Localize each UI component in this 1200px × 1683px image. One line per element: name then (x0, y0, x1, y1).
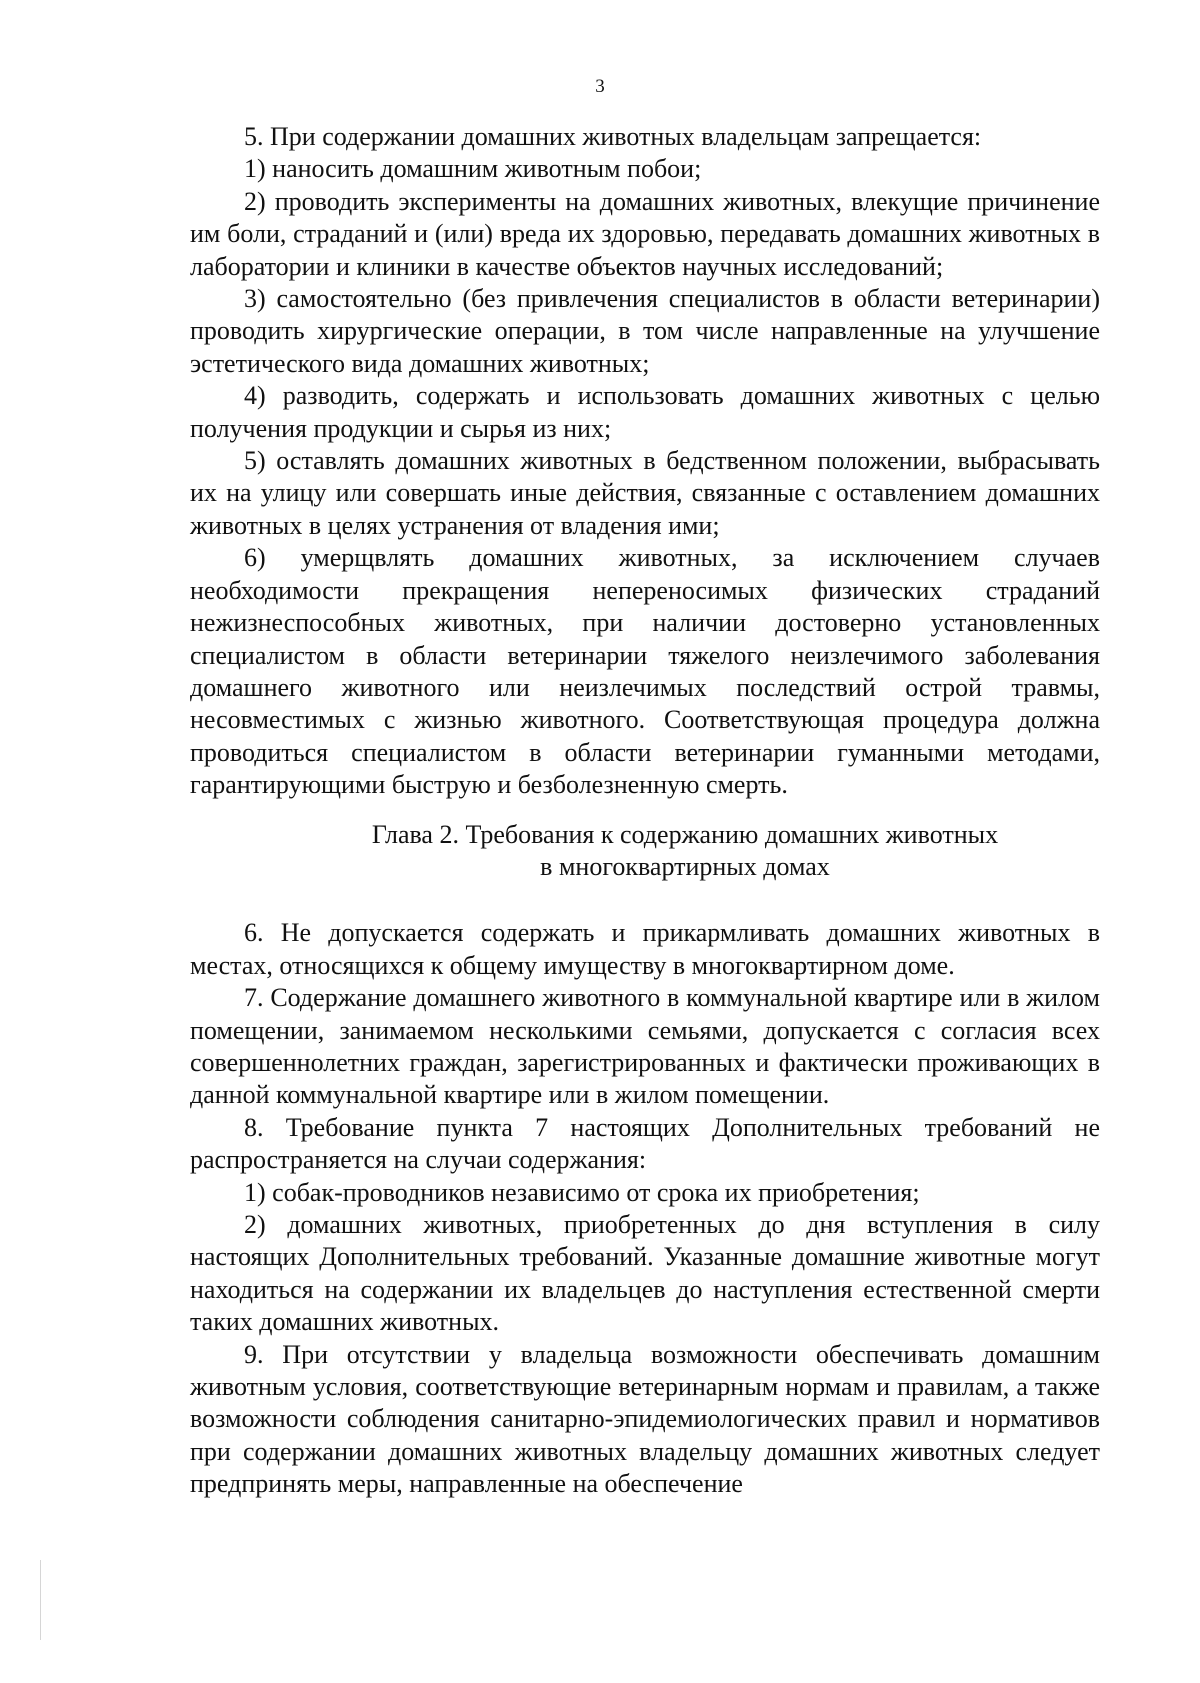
paragraph-subitem-5: 5) оставлять домашних животных в бедственном положении, выбрасывать их на улицу или совершать иные действия, связанные с оставлением домашних животных в целях устранения от владения ими; (190, 446, 1100, 540)
paragraph-item-8-subitem-1: 1) собак-проводников независимо от срока их приобретения; (244, 1177, 920, 1207)
chapter-heading-line-2: в многоквартирных домах (540, 851, 830, 881)
chapter-heading-line-1: Глава 2. Требования к содержанию домашних животных (371, 819, 999, 849)
scan-edge-mark (40, 1560, 41, 1640)
paragraph-subitem-2: 2) проводить эксперименты на домашних животных, влекущие причинение им боли, страданий и (или) вреда их здоровью, передавать домашних животных в лаборатории и клиники в качестве объектов научных исследований; (190, 186, 1100, 281)
paragraph-item-8: 8. Требование пункта 7 настоящих Дополнительных требований не распространяется на случаи содержания: (190, 1112, 1100, 1175)
paragraph-subitem-3: 3) самостоятельно (без привлечения специалистов в области ветеринарии) проводить хирургические операции, в том числе направленные на улучшение эстетического вида домашних животных; (190, 284, 1100, 378)
paragraph-subitem-4: 4) разводить, содержать и использовать домашних животных с целью получения продукции и сырья из них; (190, 381, 1100, 443)
chapter-heading (190, 819, 1100, 884)
paragraph-subitem-1: 1) наносить домашним животным побои; (244, 154, 702, 184)
page-number: 3 (595, 76, 605, 97)
paragraph-item-5-intro: 5. При содержании домашних животных владельцам запрещается: (244, 122, 982, 151)
paragraph-item-7: 7. Содержание домашнего животного в коммунальной квартире или в жилом помещении, занимаемом несколькими семьями, допускается с согласия всех совершеннолетних граждан, зарегистрированных и фактически проживающих в данной коммунальной квартире или в жилом помещении. (190, 983, 1100, 1110)
paragraph-item-8-subitem-2: 2) домашних животных, приобретенных до дня вступления в силу настоящих Дополнительных требований. Указанные домашние животные могут находиться на содержании их владельцев до наступления естественной смерти таких домашних животных. (190, 1210, 1100, 1337)
paragraph-subitem-6: 6) умерщвлять домашних животных, за исключением случаев необходимости прекращения непереносимых физических страданий нежизнеспособных животных, при наличии достоверно установленных специалистом в области ветеринарии тяжелого неизлечимого заболевания домашнего животного или неизлечимых последствий острой травмы, несовместимых с жизнью животного. Соответствующая процедура должна проводиться специалистом в области ветеринарии гуманными методами, гарантирующими быструю и безболезненную смерть. (190, 543, 1100, 800)
paragraph-item-6: 6. Не допускается содержать и прикармливать домашних животных в местах, относящихся к общему имуществу в многоквартирном доме. (190, 918, 1100, 980)
document-body (190, 121, 1100, 1501)
paragraph-item-9: 9. При отсутствии у владельца возможности обеспечивать домашним животным условия, соответствующие ветеринарным нормам и правилам, а также возможности соблюдения санитарно-эпидемиологических правил и нормативов при содержании домашних животных владельцу домашних животных следует предпринять меры, направленные на обеспечение (190, 1339, 1100, 1499)
